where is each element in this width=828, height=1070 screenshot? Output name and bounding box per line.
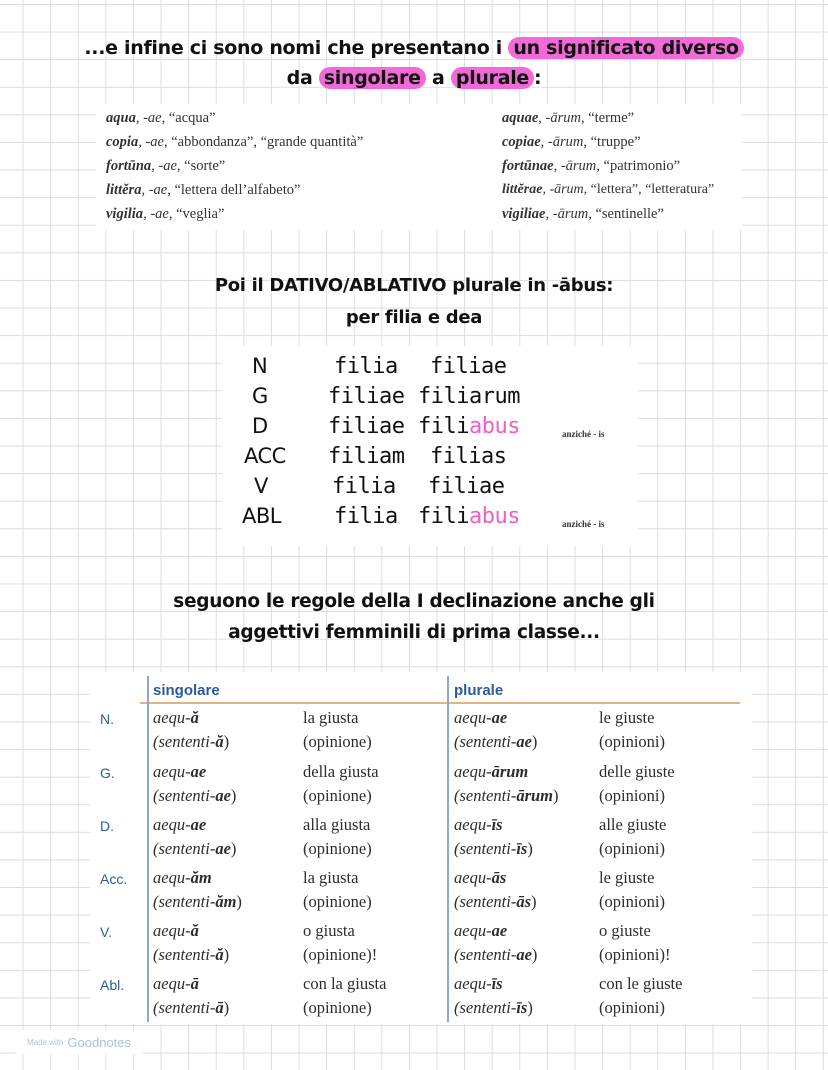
case-label: N. — [100, 711, 114, 727]
heading-line-1: Poi il DATIVO/ABLATIVO plurale in -ābus: — [214, 275, 614, 296]
plural-translation: (opinioni) — [599, 839, 665, 858]
plural-translation: le giuste — [599, 708, 655, 727]
plural-translation: delle giuste — [599, 762, 675, 781]
heading-line-1: ...e infine ci sono nomi che presentano i un significato diverso — [60, 33, 768, 63]
singular-translation: alla giusta — [303, 815, 371, 834]
declension-box — [222, 346, 638, 546]
case-label: Acc. — [100, 871, 128, 887]
case-label: G — [252, 384, 268, 408]
heading-line-2: aggettivi femminili di prima classe... — [228, 622, 600, 643]
case-label: ACC — [244, 444, 286, 468]
plural-form: aequ-ārum — [454, 762, 529, 781]
plural-example: (sententi-īs) — [454, 839, 533, 858]
plural-form: filiabus — [418, 414, 520, 439]
plural-form: aequ-ae — [454, 921, 508, 940]
plural-example: (sententi-ae) — [454, 732, 538, 751]
plural-translation: (opinioni) — [599, 732, 665, 751]
singular-form: aequ-ae — [153, 762, 207, 781]
singular-translation: (opinione) — [303, 839, 372, 858]
highlight-diverso: un significato diverso — [508, 37, 743, 59]
plural-form: aequ-īs — [454, 974, 503, 993]
heading-dative-ablative — [140, 270, 688, 334]
heading-adjectives — [120, 586, 708, 648]
singular-example: (sententi-ă) — [153, 732, 230, 751]
singular-form: aequ-ă — [153, 921, 199, 940]
singular-example: (sententi-ăm) — [153, 892, 242, 911]
singular-translation: (opinione) — [303, 998, 372, 1017]
singular-form: aequ-ă — [153, 708, 199, 727]
singular-form: filia — [332, 474, 396, 499]
singular-form: filiam — [328, 444, 405, 469]
singular-form: filia — [334, 354, 398, 379]
plural-form: aequ-īs — [454, 815, 503, 834]
singular-translation: (opinione)! — [303, 945, 378, 964]
singular-form: filia — [334, 504, 398, 529]
singular-translation: (opinione) — [303, 892, 372, 911]
plural-form: filiarum — [418, 384, 520, 409]
case-label: D — [252, 414, 268, 438]
heading-meaning-change — [60, 33, 768, 93]
plural-translation: o giuste — [599, 921, 651, 940]
case-label: G. — [100, 765, 115, 781]
adjective-table — [90, 672, 752, 1024]
singular-form: filiae — [328, 414, 405, 439]
column-divider — [147, 676, 149, 1022]
singular-example: (sententi-ă) — [153, 945, 230, 964]
singular-translation: della giusta — [303, 762, 379, 781]
highlight-plurale: plurale — [451, 67, 534, 89]
plural-form: aequ-ae — [454, 708, 508, 727]
plural-form: filiae — [428, 474, 505, 499]
vocab-row: fortūna, -ae, “sorte” fortūnae, -ārum, “patrimonio” — [106, 158, 681, 174]
case-label: V — [254, 474, 268, 498]
case-label: D. — [100, 818, 114, 834]
case-label: Abl. — [100, 977, 125, 993]
case-label: N — [252, 354, 268, 378]
vocab-box — [96, 104, 742, 230]
singular-translation: la giusta — [303, 708, 359, 727]
singular-form: filiae — [328, 384, 405, 409]
heading-line-2: per filia e dea — [345, 307, 483, 328]
plural-translation: (opinioni)! — [599, 945, 671, 964]
plural-translation: alle giuste — [599, 815, 667, 834]
plural-translation: con le giuste — [599, 974, 683, 993]
plural-example: (sententi-īs) — [454, 998, 533, 1017]
highlight-singolare: singolare — [319, 67, 426, 89]
goodnotes-logo: Goodnotes — [67, 1034, 132, 1050]
singular-example: (sententi-ae) — [153, 786, 237, 805]
plural-example: (sententi-ārum) — [454, 786, 559, 805]
plural-translation: (opinioni) — [599, 998, 665, 1017]
singular-example: (sententi-ae) — [153, 839, 237, 858]
singular-translation: con la giusta — [303, 974, 387, 993]
singular-translation: la giusta — [303, 868, 359, 887]
plural-header: plurale — [454, 682, 504, 699]
case-label: V. — [100, 924, 112, 940]
vocab-row: vigilia, -ae, “veglia” vigiliae, -ārum, “sentinelle” — [106, 206, 664, 222]
plural-form: filias — [430, 444, 507, 469]
plural-translation: le giuste — [599, 868, 655, 887]
plural-form: filiae — [430, 354, 507, 379]
singular-translation: (opinione) — [303, 732, 372, 751]
heading-line-1: seguono le regole della I declinazione anche gli — [173, 591, 655, 612]
note-anziche: anziché - is — [562, 519, 605, 529]
plural-example: (sententi-ae) — [454, 945, 538, 964]
singular-form: aequ-ăm — [153, 868, 212, 887]
singular-form: aequ-ā — [153, 974, 199, 993]
plural-translation: (opinioni) — [599, 892, 665, 911]
singular-translation: (opinione) — [303, 786, 372, 805]
singular-translation: o giusta — [303, 921, 355, 940]
plural-form: aequ-ās — [454, 868, 507, 887]
singular-example: (sententi-ā) — [153, 998, 230, 1017]
vocab-row: copia, -ae, “abbondanza”, “grande quantità” copiae, -ārum, “truppe” — [106, 134, 641, 150]
vocab-row: littĕra, -ae, “lettera dell’alfabeto” littĕrae, -ārum, “lettera”, “letteratura” — [106, 182, 715, 198]
heading-line-2: da singolare a plurale : — [286, 67, 542, 89]
header-rule — [140, 702, 740, 704]
note-anziche: anziché - is — [562, 429, 605, 439]
singular-form: aequ-ae — [153, 815, 207, 834]
column-divider — [447, 676, 449, 1022]
singular-header: singolare — [153, 682, 220, 699]
plural-form: filiabus — [418, 504, 520, 529]
goodnotes-badge: Made with Goodnotes — [14, 1030, 144, 1054]
plural-translation: (opinioni) — [599, 786, 665, 805]
case-label: ABL — [242, 504, 281, 528]
plural-example: (sententi-ās) — [454, 892, 537, 911]
vocab-row: aqua, -ae, “acqua” aquae, -ārum, “terme” — [106, 110, 635, 126]
